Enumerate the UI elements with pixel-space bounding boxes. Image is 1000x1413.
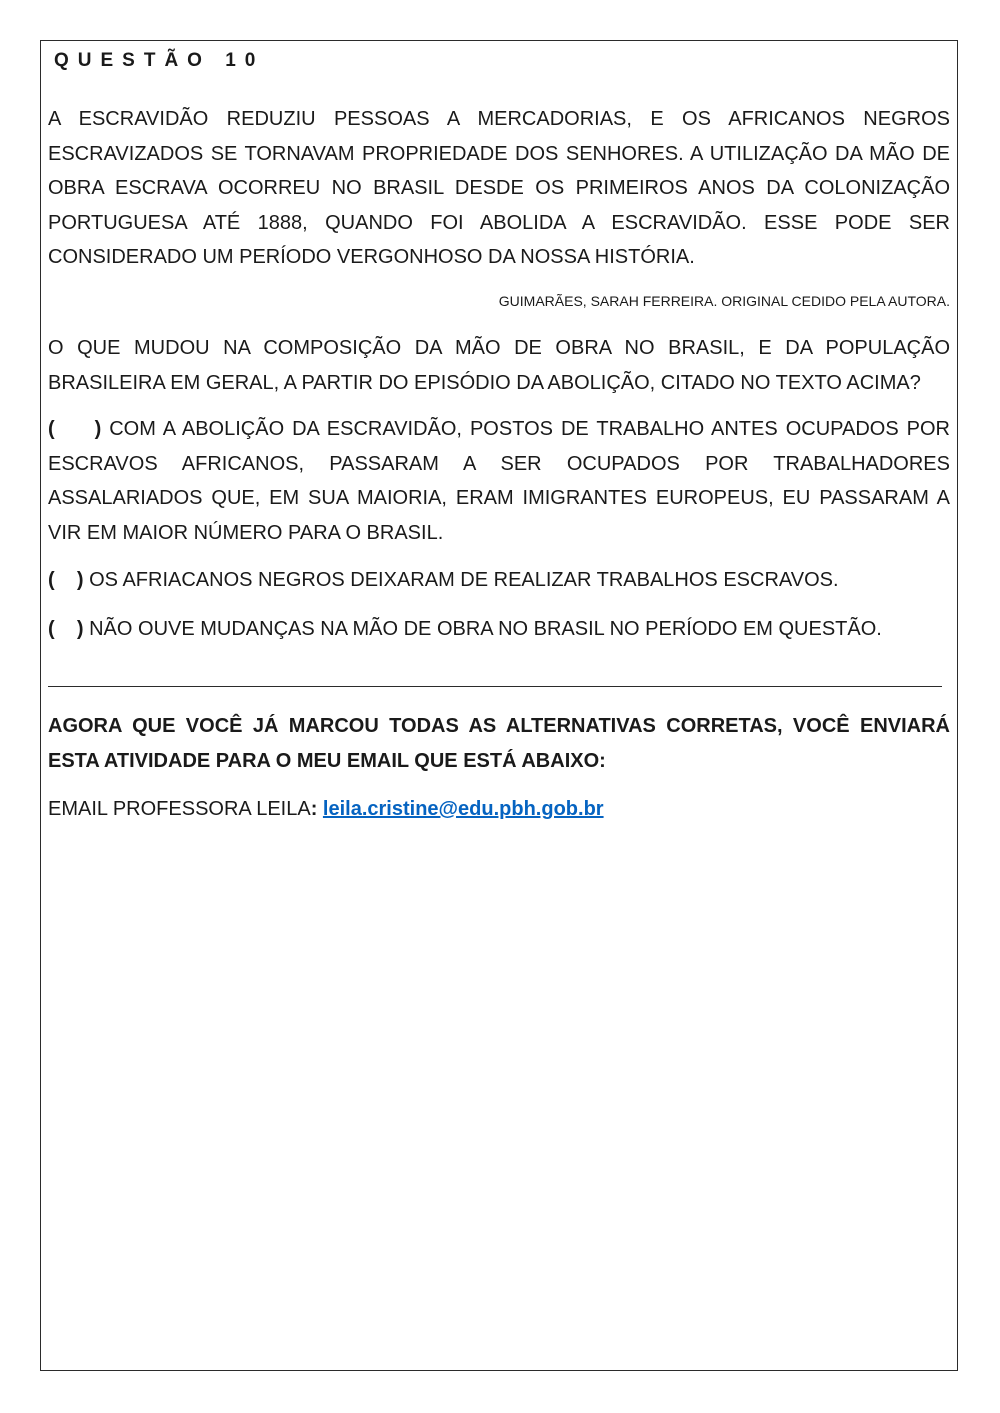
option-3-text: NÃO OUVE MUDANÇAS NA MÃO DE OBRA NO BRASIL NO PERÍODO EM QUESTÃO. bbox=[89, 618, 882, 640]
passage-text: A ESCRAVIDÃO REDUZIU PESSOAS A MERCADORIAS, E OS AFRICANOS NEGROS ESCRAVIZADOS SE TORNAVAM PROPRIEDADE DOS SENHORES. A UTILIZAÇÃO DA MÃO DE OBRA ESCRAVA OCORREU NO BRASIL DESDE OS PRIMEIROS ANOS DA COLONIZAÇÃO PORTUGUESA ATÉ 1888, QUANDO FOI ABOLIDA A ESCRAVIDÃO. ESSE PODE SER CONSIDERADO UM PERÍODO VERGONHOSO DA NOSSA HISTÓRIA. bbox=[48, 108, 950, 269]
instruction-text: AGORA QUE VOCÊ JÁ MARCOU TODAS AS ALTERNATIVAS CORRETAS, VOCÊ ENVIARÁ ESTA ATIVIDADE PARA O MEU EMAIL QUE ESTÁ ABAIXO: bbox=[48, 715, 950, 772]
worksheet-frame bbox=[40, 40, 958, 1371]
question-title: QUESTÃO 10 bbox=[54, 50, 265, 71]
email-label: EMAIL PROFESSORA LEILA bbox=[48, 798, 311, 820]
option-2 bbox=[48, 563, 950, 598]
option-1-text: COM A ABOLIÇÃO DA ESCRAVIDÃO, POSTOS DE TRABALHO ANTES OCUPADOS POR ESCRAVOS AFRICANOS, PASSARAM A SER OCUPADOS POR TRABALHADORES ASSALARIADOS QUE, EM SUA MAIORIA, ERAM IMIGRANTES EUROPEUS, EU PASSARAM A VIR EM MAIOR NÚMERO PARA O BRASIL. bbox=[48, 418, 950, 544]
option-3 bbox=[48, 612, 950, 647]
option-3-checkbox[interactable]: ( ) bbox=[48, 618, 84, 640]
email-link[interactable]: leila.cristine@edu.pbh.gob.br bbox=[322, 798, 604, 820]
question-prompt: O QUE MUDOU NA COMPOSIÇÃO DA MÃO DE OBRA NO BRASIL, E DA POPULAÇÃO BRASILEIRA EM GERAL, A PARTIR DO EPISÓDIO DA ABOLIÇÃO, CITADO NO TEXTO ACIMA? bbox=[48, 337, 950, 394]
option-2-checkbox[interactable]: ( ) bbox=[48, 569, 84, 591]
email-colon: : bbox=[310, 798, 318, 820]
option-2-text: OS AFRIACANOS NEGROS DEIXARAM DE REALIZAR TRABALHOS ESCRAVOS. bbox=[89, 569, 839, 591]
email-line bbox=[48, 792, 950, 827]
citation: GUIMARÃES, SARAH FERREIRA. ORIGINAL CEDIDO PELA AUTORA. bbox=[498, 293, 950, 309]
option-1 bbox=[48, 412, 950, 550]
divider-line bbox=[48, 686, 942, 687]
option-1-checkbox[interactable]: ( ) bbox=[48, 418, 102, 440]
